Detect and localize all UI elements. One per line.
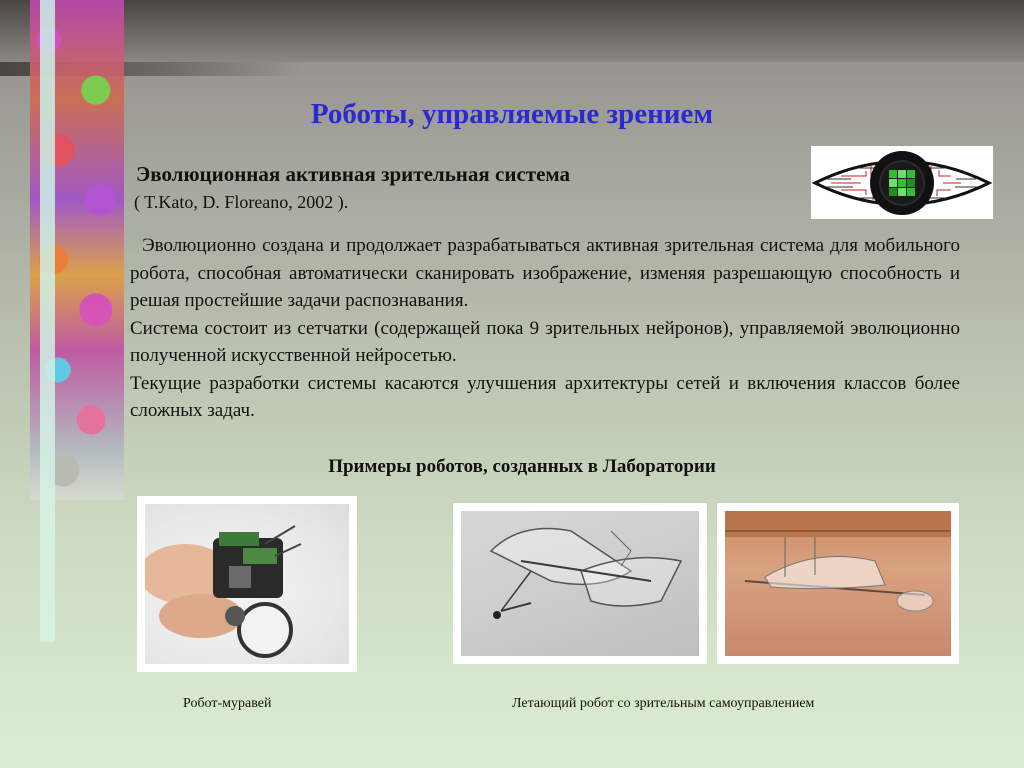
eye-retina-icon — [811, 146, 993, 219]
vertical-accent-stripe — [40, 0, 55, 642]
ant-robot-photo — [137, 496, 357, 672]
flying-robot-photo — [717, 503, 959, 664]
citation: ( T.Kato, D. Floreano, 2002 ). — [134, 192, 349, 212]
description-paragraph-1: Эволюционно создана и продолжает разрабатываться активная зрительная система для мобильного робота, способная автоматически сканировать изображение, изменяя разрешающую способность и решая простейшие задачи распознавания. — [130, 235, 965, 311]
glider-robot-photo — [453, 503, 707, 664]
description-paragraph-2: Система состоит из сетчатки (содержащей пока 9 зрительных нейронов), управляемой эволюционно полученной искусственной нейросетью. — [130, 317, 960, 366]
description-paragraph-3: Текущие разработки системы касаются улучшения архитектуры сетей и включения классов более сложных задач. — [130, 372, 960, 421]
section-subtitle: Эволюционная активная зрительная система — [136, 162, 571, 186]
description-body — [130, 232, 965, 425]
flying-robot-caption: Летающий робот со зрительным самоуправлением — [512, 696, 815, 711]
slide-title: Роботы, управляемые зрением — [310, 98, 714, 130]
ant-robot-caption: Робот-муравей — [183, 696, 272, 711]
examples-heading: Примеры роботов, созданных в Лаборатории — [328, 456, 716, 477]
top-decor-band — [0, 0, 1024, 62]
